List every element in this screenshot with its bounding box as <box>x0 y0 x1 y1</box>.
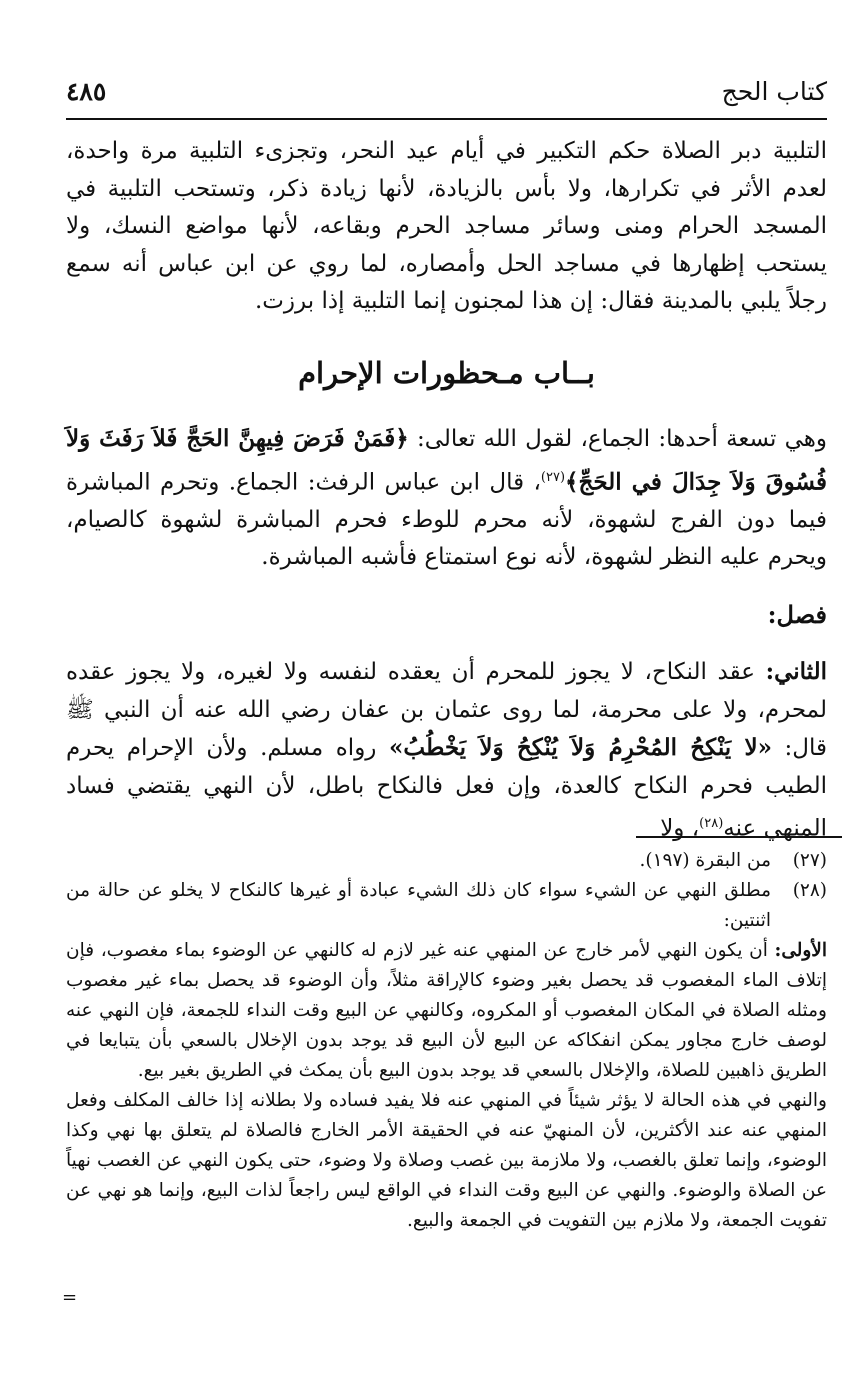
footnote-separator <box>636 836 842 838</box>
footnote-ref-27: (٢٧) <box>540 469 566 485</box>
footnote-28 <box>66 876 827 936</box>
footnote-first-case <box>66 936 827 1086</box>
paragraph-prohibitions <box>66 420 827 577</box>
footnote-ruling: والنهي في هذه الحالة لا يؤثر شيئاً في المنهي عنه فلا يفيد فساده ولا بطلانه إذا خالف المكلف وفعل المنهي عنه عند الأكثرين، لأن المنهيّ عنه في الحقيقة الأمر الخارج فالصلاة لم يتعلق بها نهي وكذا الوضوء، وإنما تعلق بالغصب، ولا ملازمة بين غصب وصلاة ولا وضوء، حتى يكون النهي عن الغصب نهياً عن الصلاة والوضوء. والنهي عن البيع وقت النداء في الواقع ليس راجعاً لذات البيع، وإنما هو نهي عن تفويت الجمعة، ولا ملازم بين التفويت في الجمعة والبيع. <box>66 1090 827 1231</box>
case-text: أن يكون النهي لأمر خارج عن المنهي عنه غير لازم له كالنهي عن الوضوء بماء مغصوب، فإن إتلاف الماء المغصوب قد يحصل بغير وضوء كالإراقة مثلاً، وأن الوضوء قد يحصل بماء غير مغصوب ومثله الصلاة في المكان المغصوب أو المكروه، وكالنهي عن البيع وقت النداء للجمعة، فإن النهي عنه لوصف خارج مجاور يمكن انفكاكه عن البيع لأن البيع قد يوجد بدون الإخلال بالسعي بأن يتبايعا في الطريق ذاهبين للصلاة، والإخلال بالسعي قد يوجد بدون البيع بأن يمكث في الطريق بغير بيع. <box>66 940 827 1081</box>
footnote-ref-28: (٢٨) <box>699 816 724 831</box>
paragraph-intro: وهي تسعة أحدها: الجماع، لقول الله تعالى: <box>408 426 828 452</box>
section-marker: فصل: <box>767 600 827 629</box>
paragraph-rest: ، قال ابن عباس الرفث: الجماع. وتحرم المباشرة فيما دون الفرج لشهوة، لأنه محرم للوطء فحرم المباشرة لشهوة كالصيام، ويحرم عليه النظر لشهوة، لأنه نوع استمتاع فأشبه المباشرة. <box>66 469 827 571</box>
page-number: ٤٨٥ <box>66 76 107 106</box>
paragraph-body <box>66 653 827 848</box>
page-header <box>66 64 827 120</box>
chapter-heading: بــاب مـحظورات الإحرام <box>298 356 595 390</box>
paragraph-lead: الثاني: <box>765 658 827 685</box>
footnote-text: من البقرة (١٩٧). <box>639 850 771 871</box>
quran-quote: ﴿فَمَنْ فَرَضَ فِيهِنَّ الحَجَّ فَلاَ رَفَثَ وَلاَ فُسُوقَ وَلاَ جِدَالَ في الحَجِّ﴾ <box>66 425 827 496</box>
running-title: كتاب الحج <box>721 76 827 106</box>
paragraph-text-2: رواه مسلم. ولأن الإحرام يحرم الطيب فحرم النكاح كالعدة، وإن فعل فالنكاح باطل، لأن النهي يقتضي فساد المنهي عنه <box>66 735 827 842</box>
paragraph-marriage <box>66 653 827 848</box>
paragraph-text-1: عقد النكاح، لا يجوز للمحرم أن يعقده لنفسه ولا لغيره، ولا يجوز عقده لمحرم، ولا على محرمة، لما روى عثمان بن عفان رضي الله عنه أن النبي ﷺ قال: <box>66 659 827 761</box>
footnote-intro: مطلق النهي عن الشيء سواء كان ذلك الشيء عبادة أو غيرها كالنكاح لا يخلو عن حالة من اثنتين: <box>66 880 771 931</box>
case-lead: الأولى: <box>774 940 827 961</box>
continuation-mark: = <box>62 1287 78 1308</box>
hadith-quote: «لا يَنْكِحُ المُحْرِمُ وَلاَ يُنْكِحُ وَلاَ يَخْطُبُ» <box>389 734 772 761</box>
footnote-body <box>66 876 771 936</box>
paragraph-talbiya <box>66 133 827 321</box>
footnote-27 <box>66 846 827 876</box>
footnote-number: (٢٧) <box>792 850 827 871</box>
footnotes <box>66 846 827 1236</box>
paragraph-text-3: ، ولا <box>660 815 700 842</box>
footnote-number: (٢٨) <box>792 880 827 901</box>
paragraph-body <box>66 420 827 577</box>
paragraph-text: التلبية دبر الصلاة حكم التكبير في أيام عيد النحر، وتجزىء التلبية مرة واحدة، لعدم الأثر في تكرارها، ولا بأس بالزيادة، لأنها زيادة ذكر، وتستحب التلبية في المسجد الحرام ومنى وسائر مساجد الحرم وبقاعه، لأنها مواضع النسك، ولا يستحب إظهارها في مساجد الحل وأمصاره، لما روي عن ابن عباس أنه سمع رجلاً يلبي بالمدينة فقال: إن هذا لمجنون إنما التلبية إذا برزت. <box>66 138 827 314</box>
